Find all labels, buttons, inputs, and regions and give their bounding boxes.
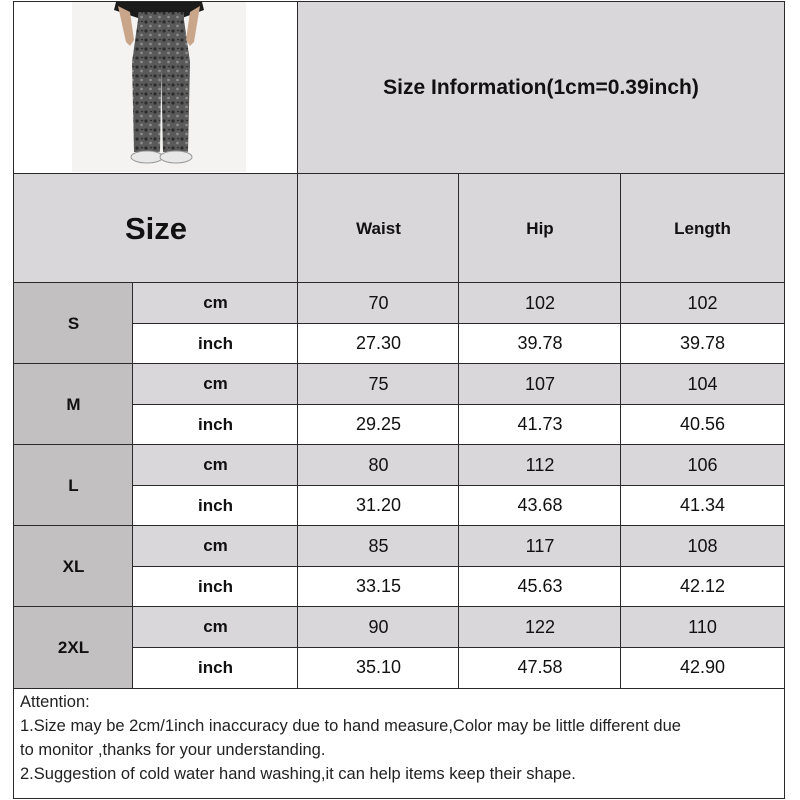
- size-label: 2XL: [13, 606, 134, 689]
- product-photo: [72, 2, 246, 172]
- cell-inch: 33.15: [297, 566, 460, 609]
- cell-inch: 42.12: [620, 566, 785, 609]
- cell-inch: 39.78: [458, 323, 622, 366]
- unit-label-cm: cm: [132, 363, 299, 406]
- note-line: 2.Suggestion of cold water hand washing,it can help items keep their shape.: [20, 765, 576, 783]
- size-label: S: [13, 282, 134, 365]
- cell-inch: 27.30: [297, 323, 460, 366]
- chart-title: Size Information(1cm=0.39inch): [297, 1, 785, 175]
- cell-cm: 112: [458, 444, 622, 487]
- photo-cell: [13, 1, 299, 175]
- cell-inch: 40.56: [620, 404, 785, 447]
- cell-inch: 41.34: [620, 485, 785, 528]
- note-line: Attention:: [20, 693, 90, 711]
- unit-label-cm: cm: [132, 444, 299, 487]
- unit-label-inch: inch: [132, 566, 299, 609]
- size-header: Size: [13, 173, 299, 284]
- cell-inch: 42.90: [620, 647, 785, 690]
- unit-label-cm: cm: [132, 525, 299, 568]
- col-header-length: Length: [620, 173, 785, 284]
- note-line: 1.Size may be 2cm/1inch inaccuracy due to hand measure,Color may be little different due: [20, 717, 681, 735]
- cell-inch: 45.63: [458, 566, 622, 609]
- unit-label-cm: cm: [132, 606, 299, 649]
- cell-cm: 85: [297, 525, 460, 568]
- cell-cm: 107: [458, 363, 622, 406]
- cell-inch: 41.73: [458, 404, 622, 447]
- cell-inch: 47.58: [458, 647, 622, 690]
- note-line: to monitor ,thanks for your understanding.: [20, 741, 326, 759]
- cell-cm: 75: [297, 363, 460, 406]
- cell-cm: 122: [458, 606, 622, 649]
- cell-cm: 117: [458, 525, 622, 568]
- cell-cm: 102: [458, 282, 622, 325]
- cell-inch: 35.10: [297, 647, 460, 690]
- cell-cm: 108: [620, 525, 785, 568]
- unit-label-cm: cm: [132, 282, 299, 325]
- unit-label-inch: inch: [132, 323, 299, 366]
- size-chart: [13, 1, 785, 799]
- unit-label-inch: inch: [132, 404, 299, 447]
- cell-cm: 102: [620, 282, 785, 325]
- col-header-hip: Hip: [458, 173, 622, 284]
- size-label: M: [13, 363, 134, 446]
- cell-inch: 39.78: [620, 323, 785, 366]
- cell-cm: 80: [297, 444, 460, 487]
- cell-inch: 31.20: [297, 485, 460, 528]
- cell-cm: 104: [620, 363, 785, 406]
- cell-cm: 106: [620, 444, 785, 487]
- cell-cm: 90: [297, 606, 460, 649]
- unit-label-inch: inch: [132, 485, 299, 528]
- cell-inch: 29.25: [297, 404, 460, 447]
- cell-cm: 70: [297, 282, 460, 325]
- size-label: XL: [13, 525, 134, 608]
- size-label: L: [13, 444, 134, 527]
- cell-cm: 110: [620, 606, 785, 649]
- unit-label-inch: inch: [132, 647, 299, 690]
- col-header-waist: Waist: [297, 173, 460, 284]
- cell-inch: 43.68: [458, 485, 622, 528]
- attention-notes: [13, 686, 785, 799]
